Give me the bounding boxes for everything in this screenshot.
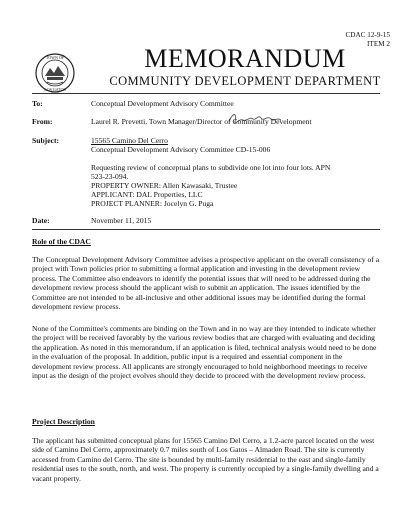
project-description-paragraph: The applicant has submitted conceptual plans for 15565 Camino Del Cerro, a 1.2-acre parcel located on the west side of Camino Del Cerro, approximately 0.7 miles south of Los Gatos – Almaden Road. The site is currently accessed from Camino del Cerro. The site is bounded by multi-family residential to the east and single-family residential uses to the south, north, and west. The property is currently occupied by a single-family dwelling and a vacant property. [32,436,379,483]
role-heading: Role of the CDAC [32,237,91,246]
property-owner: PROPERTY OWNER: Allen Kawasaki, Trustee [91,181,238,190]
request-line2: 523-23-094. [91,172,129,181]
from-value: Laurel R. Prevetti, Town Manager/Director of Community Development [91,117,312,126]
role-paragraph-2: None of the Committee's comments are binding on the Town and in no way are they intended to indicate whether the project will be received favorably by the various review bodies that are charged with evaluating and deciding the application. As noted in this memorandum, if an application is filed, technical analysis would need to be done in the evaluation of the proposal. In addition, public input is a required and essential component in the development review process. All applicants are strongly encouraged to hold neighborhood meetings to receive input as the design of the project evolves should they decide to proceed with the development review process. [32,324,377,381]
to-label: To: [32,99,43,108]
date-value: November 11, 2015 [91,216,152,225]
to-value: Conceptual Development Advisory Committee [91,99,234,108]
role-paragraph-1: The Conceptual Development Advisory Committee advises a prospective applicant on the overall consistency of a project with Town policies prior to submitting a formal application and investing in the development review process. The Committee also endeavors to identify the potential issues that will need to be addressed during the development review process should the applicant wish to submit an application. The issues identified by the Committee are not intended to be all-inclusive and other additional issues may be identified during the formal development review process. [32,255,380,312]
subject-file-number: Conceptual Development Advisory Committee CD-15-006 [91,145,271,154]
department-name: COMMUNITY DEVELOPMENT DEPARTMENT [109,74,381,88]
agenda-reference-line1: CDAC 12-9-15 [345,31,390,39]
subject-address: 15565 Camino Del Cerro [91,136,168,145]
agenda-reference-line2: ITEM 2 [367,40,390,48]
header-rule [32,93,380,94]
town-seal-icon [35,53,75,93]
applicant: APPLICANT: DAL Properties, LLC [91,190,203,199]
request-line1: Requesting review of conceptual plans to subdivide one lot into four lots. APN [91,163,331,172]
header-bottom-rule [32,229,380,230]
subject-label: Subject: [32,136,59,145]
project-description-heading: Project Description [32,417,95,426]
memo-title: MEMORANDUM [144,44,346,73]
seal-top-text: TOWN OF [45,55,65,60]
seal-bottom-text: LOS GATOS [44,87,66,92]
from-label: From: [32,117,53,126]
project-planner: PROJECT PLANNER: Jocelyn G. Puga [91,199,214,208]
date-label: Date: [32,216,50,225]
